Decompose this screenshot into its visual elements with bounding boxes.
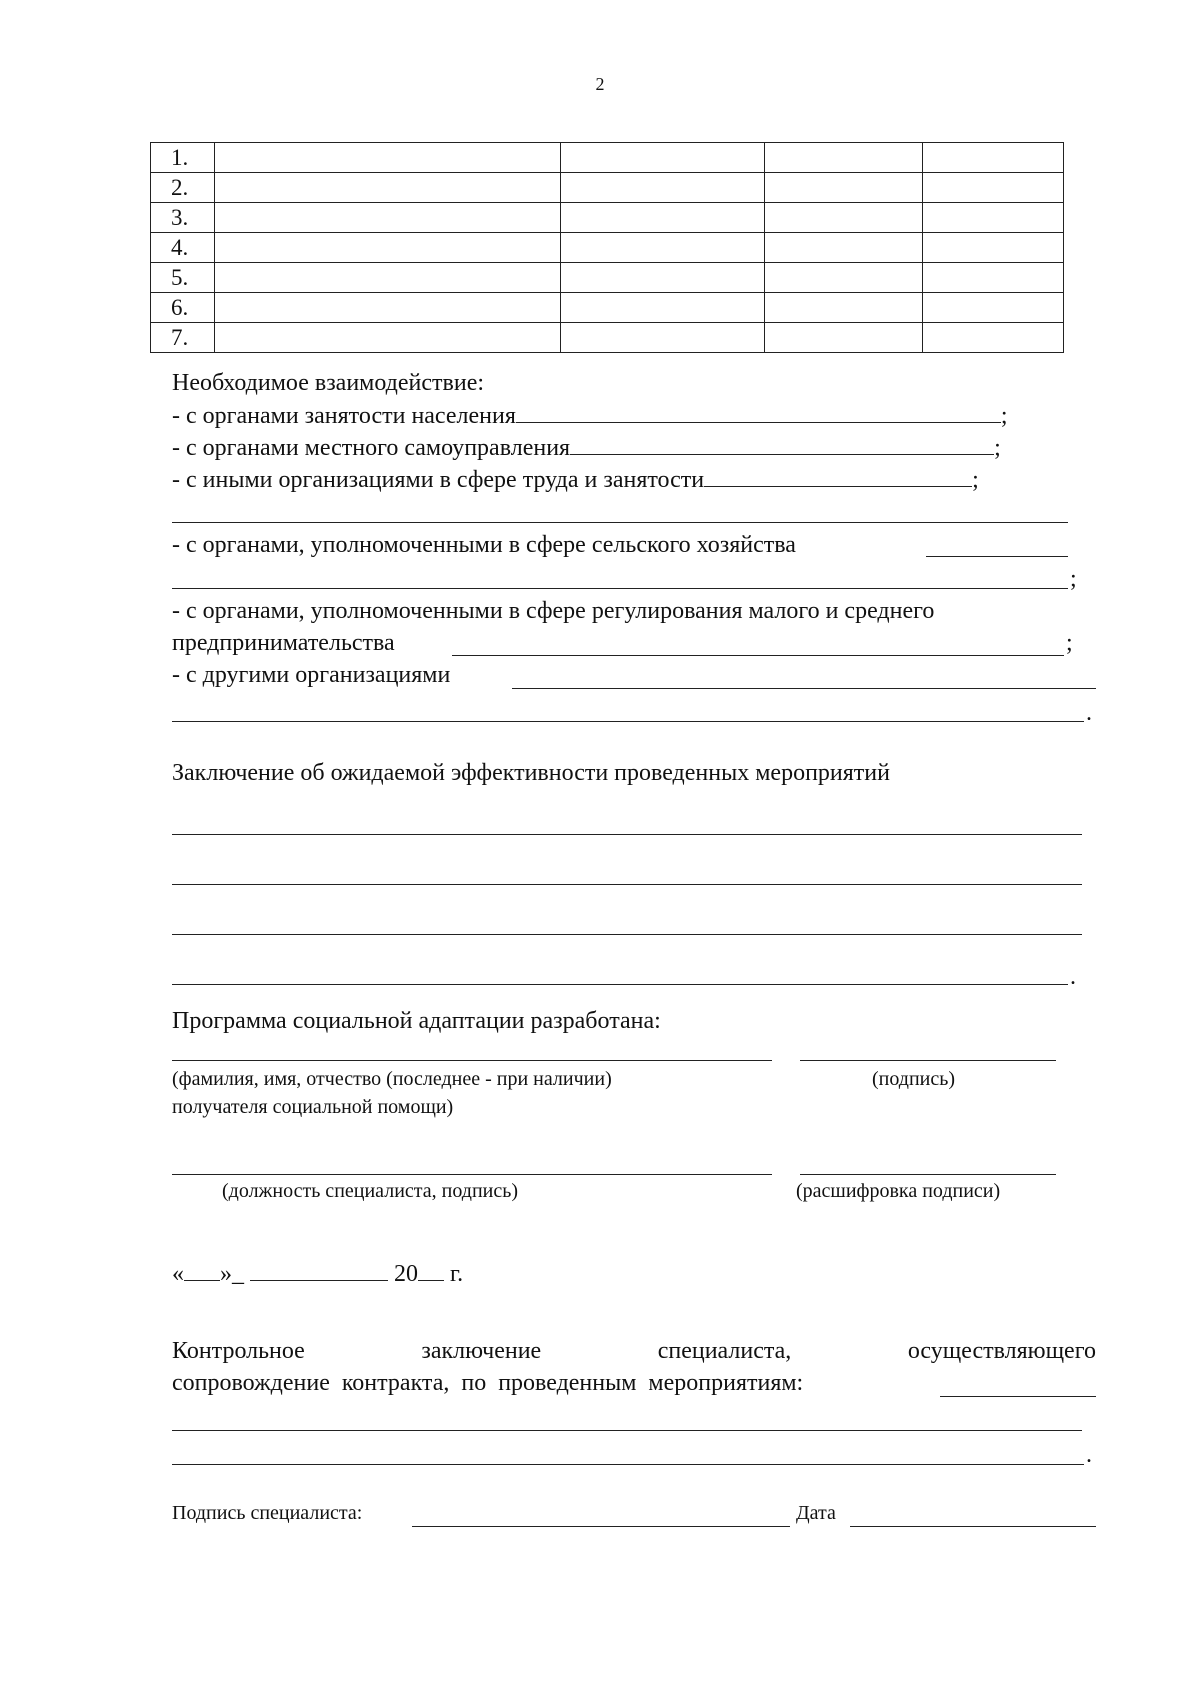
interaction-sme-line1: - с органами, уполномоченными в сфере регулирования малого и среднего	[172, 598, 935, 624]
others-extra-line[interactable]	[172, 721, 1084, 722]
table-cell[interactable]	[215, 233, 561, 263]
conclusion-line-2[interactable]	[172, 884, 1082, 885]
decoding-line[interactable]	[800, 1174, 1056, 1175]
year-fill[interactable]	[418, 1258, 444, 1281]
interaction-heading: Необходимое взаимодействие:	[172, 370, 485, 396]
fio-line[interactable]	[172, 1060, 772, 1061]
labor-orgs-extra-line[interactable]	[172, 522, 1068, 523]
activities-table	[150, 142, 1064, 353]
conclusion-line-1[interactable]	[172, 834, 1082, 835]
signature-caption: (подпись)	[872, 1068, 956, 1090]
control-line-extra-2[interactable]	[172, 1464, 1084, 1465]
table-cell[interactable]	[765, 323, 923, 353]
period: .	[1070, 964, 1076, 990]
table-cell[interactable]	[215, 143, 561, 173]
interaction-sme-line2	[172, 628, 395, 658]
table-cell[interactable]	[215, 323, 561, 353]
row-number: 1.	[151, 143, 215, 173]
control-word: Контрольное	[172, 1338, 305, 1364]
day-fill[interactable]	[184, 1258, 220, 1281]
table-row	[151, 293, 1064, 323]
year-prefix: 20	[394, 1261, 418, 1287]
table-row	[151, 143, 1064, 173]
row-number: 4.	[151, 233, 215, 263]
table-cell[interactable]	[561, 323, 765, 353]
position-line[interactable]	[172, 1174, 772, 1175]
interaction-employment-line	[172, 400, 1008, 431]
control-word: заключение	[421, 1338, 542, 1364]
conclusion-line-3[interactable]	[172, 934, 1082, 935]
year-suffix: г.	[450, 1261, 464, 1287]
date-label: Дата	[796, 1502, 836, 1524]
semicolon: ;	[994, 435, 1001, 461]
row-number: 3.	[151, 203, 215, 233]
date-line	[172, 1258, 463, 1289]
signature-line[interactable]	[800, 1060, 1056, 1061]
table-row	[151, 263, 1064, 293]
interaction-labor-orgs-label: - с иными организациями в сфере труда и занятости	[172, 467, 705, 493]
control-line2: сопровождение контракта, по проведенным мероприятиям:	[172, 1370, 804, 1396]
interaction-agriculture-label: - с органами, уполномоченными в сфере сельского хозяйства	[172, 532, 796, 558]
semicolon: ;	[1070, 566, 1077, 592]
control-line-extra-1[interactable]	[172, 1430, 1082, 1431]
semicolon: ;	[1066, 630, 1073, 656]
table-cell[interactable]	[923, 293, 1064, 323]
table-cell[interactable]	[923, 233, 1064, 263]
interaction-employment-label: - с органами занятости населения	[172, 403, 516, 429]
sme-fill-line[interactable]	[452, 655, 1064, 656]
agriculture-fill-line[interactable]	[926, 556, 1068, 557]
conclusion-line-4[interactable]	[172, 984, 1068, 985]
table-cell[interactable]	[561, 143, 765, 173]
table-cell[interactable]	[561, 263, 765, 293]
table-cell[interactable]	[923, 143, 1064, 173]
row-number: 5.	[151, 263, 215, 293]
table-cell[interactable]	[923, 173, 1064, 203]
table-cell[interactable]	[765, 143, 923, 173]
row-number: 7.	[151, 323, 215, 353]
specialist-signature-label: Подпись специалиста:	[172, 1502, 363, 1524]
period: .	[1086, 1442, 1092, 1468]
control-line1	[172, 1336, 1096, 1366]
table-cell[interactable]	[765, 173, 923, 203]
interaction-sme-label: предпринимательства	[172, 630, 395, 656]
others-fill-line[interactable]	[512, 688, 1096, 689]
date-fill-line[interactable]	[850, 1526, 1096, 1527]
month-fill[interactable]	[250, 1258, 388, 1281]
interaction-others-label: - с другими организациями	[172, 662, 451, 688]
date-close-quote: »_	[220, 1261, 244, 1287]
table-cell[interactable]	[923, 203, 1064, 233]
interaction-local-gov-line	[172, 432, 1001, 463]
table-cell[interactable]	[215, 263, 561, 293]
fio-caption-line2: получателя социальной помощи)	[172, 1096, 454, 1118]
control-word: специалиста,	[657, 1338, 792, 1364]
period: .	[1086, 700, 1092, 726]
interaction-others-line	[172, 660, 450, 690]
local-gov-fill-line[interactable]	[570, 432, 994, 455]
semicolon: ;	[1000, 403, 1008, 429]
table-cell[interactable]	[561, 203, 765, 233]
date-open-quote: «	[172, 1261, 184, 1287]
agriculture-extra-line[interactable]	[172, 588, 1068, 589]
table-row	[151, 173, 1064, 203]
specialist-signature-line[interactable]	[412, 1526, 790, 1527]
table-cell[interactable]	[765, 263, 923, 293]
table-cell[interactable]	[215, 173, 561, 203]
table-cell[interactable]	[561, 233, 765, 263]
control-word: осуществляющего	[907, 1338, 1096, 1364]
interaction-agriculture-line	[172, 530, 796, 560]
page-number: 2	[595, 74, 605, 94]
decoding-caption: (расшифровка подписи)	[796, 1180, 1001, 1202]
interaction-labor-orgs-line	[172, 464, 979, 495]
table-cell[interactable]	[765, 233, 923, 263]
row-number: 2.	[151, 173, 215, 203]
control-fill-line[interactable]	[940, 1396, 1096, 1397]
table-row	[151, 233, 1064, 263]
conclusion-heading: Заключение об ожидаемой эффективности проведенных мероприятий	[172, 760, 890, 786]
table-cell[interactable]	[923, 323, 1064, 353]
interaction-local-gov-label: - с органами местного самоуправления	[172, 435, 571, 461]
table-cell[interactable]	[923, 263, 1064, 293]
table-row	[151, 203, 1064, 233]
position-caption: (должность специалиста, подпись)	[222, 1180, 519, 1202]
table-cell[interactable]	[561, 173, 765, 203]
row-number: 6.	[151, 293, 215, 323]
fio-caption-line1: (фамилия, имя, отчество (последнее - при наличии)	[172, 1068, 612, 1090]
table-cell[interactable]	[765, 203, 923, 233]
table-cell[interactable]	[215, 293, 561, 323]
program-heading: Программа социальной адаптации разработана:	[172, 1008, 661, 1034]
table-cell[interactable]	[561, 293, 765, 323]
semicolon: ;	[972, 467, 979, 493]
table-cell[interactable]	[215, 203, 561, 233]
labor-orgs-fill-line[interactable]	[704, 464, 972, 487]
table-row	[151, 323, 1064, 353]
table-cell[interactable]	[765, 293, 923, 323]
employment-fill-line[interactable]	[516, 400, 1001, 423]
